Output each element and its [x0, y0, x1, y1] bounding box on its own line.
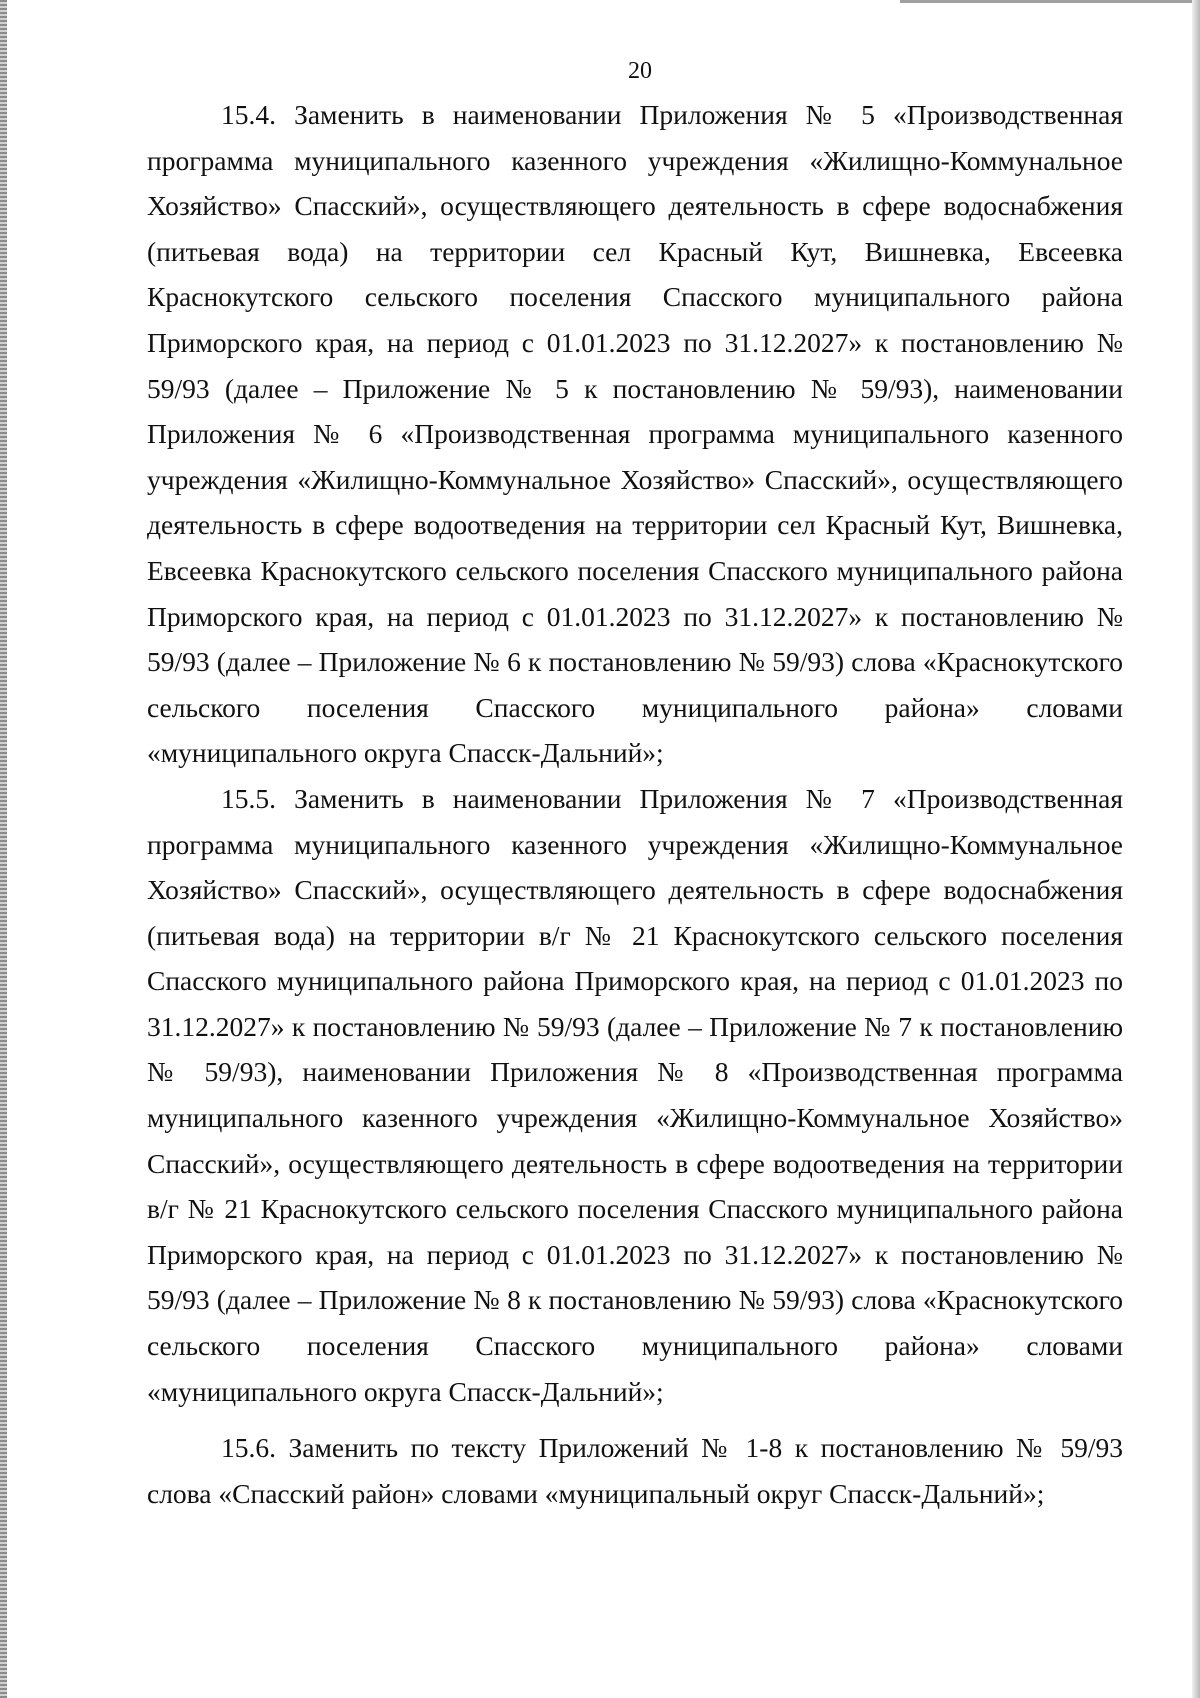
- scan-edge-top: [900, 0, 1200, 3]
- paragraph-15-5: 15.5. Заменить в наименовании Приложения № 7 «Производственная программа муниципального казенного учреждения «Жилищно-Коммунальное Хозяйство» Спасский», осуществляющего деятельность в сфере водоснабжения (питьевая вода) на территории в/г № 21 Краснокутского сельского поселения Спасского муниципального района Приморского края, на период с 01.01.2023 по 31.12.2027» к постановлению № 59/93 (далее – Приложение № 7 к постановлению № 59/93), наименовании Приложения № 8 «Производственная программа муниципального казенного учреждения «Жилищно-Коммунальное Хозяйство» Спасский», осуществляющего деятельность в сфере водоотведения на территории в/г № 21 Краснокутского сельского поселения Спасского муниципального района Приморского края, на период с 01.01.2023 по 31.12.2027» к постановлению № 59/93 (далее – Приложение № 8 к постановлению № 59/93) слова «Краснокутского сельского поселения Спасского муниципального района» словами «муниципального округа Спасск-Дальний»;: [147, 782, 1123, 1407]
- paragraph-15-6: 15.6. Заменить по тексту Приложений № 1-8 к постановлению № 59/93 слова «Спасский район» словами «муниципальный округ Спасск-Дальний»;: [147, 1432, 1123, 1509]
- document-body: [147, 92, 1123, 1516]
- page-number: 20: [628, 58, 652, 84]
- paragraph-15-4: 15.4. Заменить в наименовании Приложения № 5 «Производственная программа муниципального казенного учреждения «Жилищно-Коммунальное Хозяйство» Спасский», осуществляющего деятельность в сфере водоснабжения (питьевая вода) на территории сел Красный Кут, Вишневка, Евсеевка Краснокутского сельского поселения Спасского муниципального района Приморского края, на период с 01.01.2023 по 31.12.2027» к постановлению № 59/93 (далее – Приложение № 5 к постановлению № 59/93), наименовании Приложения № 6 «Производственная программа муниципального казенного учреждения «Жилищно-Коммунальное Хозяйство» Спасский», осуществляющего деятельность в сфере водоотведения на территории сел Красный Кут, Вишневка, Евсеевка Краснокутского сельского поселения Спасского муниципального района Приморского края, на период с 01.01.2023 по 31.12.2027» к постановлению № 59/93 (далее – Приложение № 6 к постановлению № 59/93) слова «Краснокутского сельского поселения Спасского муниципального района» словами «муниципального округа Спасск-Дальний»;: [147, 99, 1123, 769]
- scan-edge-left: [0, 0, 7, 1698]
- scan-edge-right: [1192, 0, 1200, 1698]
